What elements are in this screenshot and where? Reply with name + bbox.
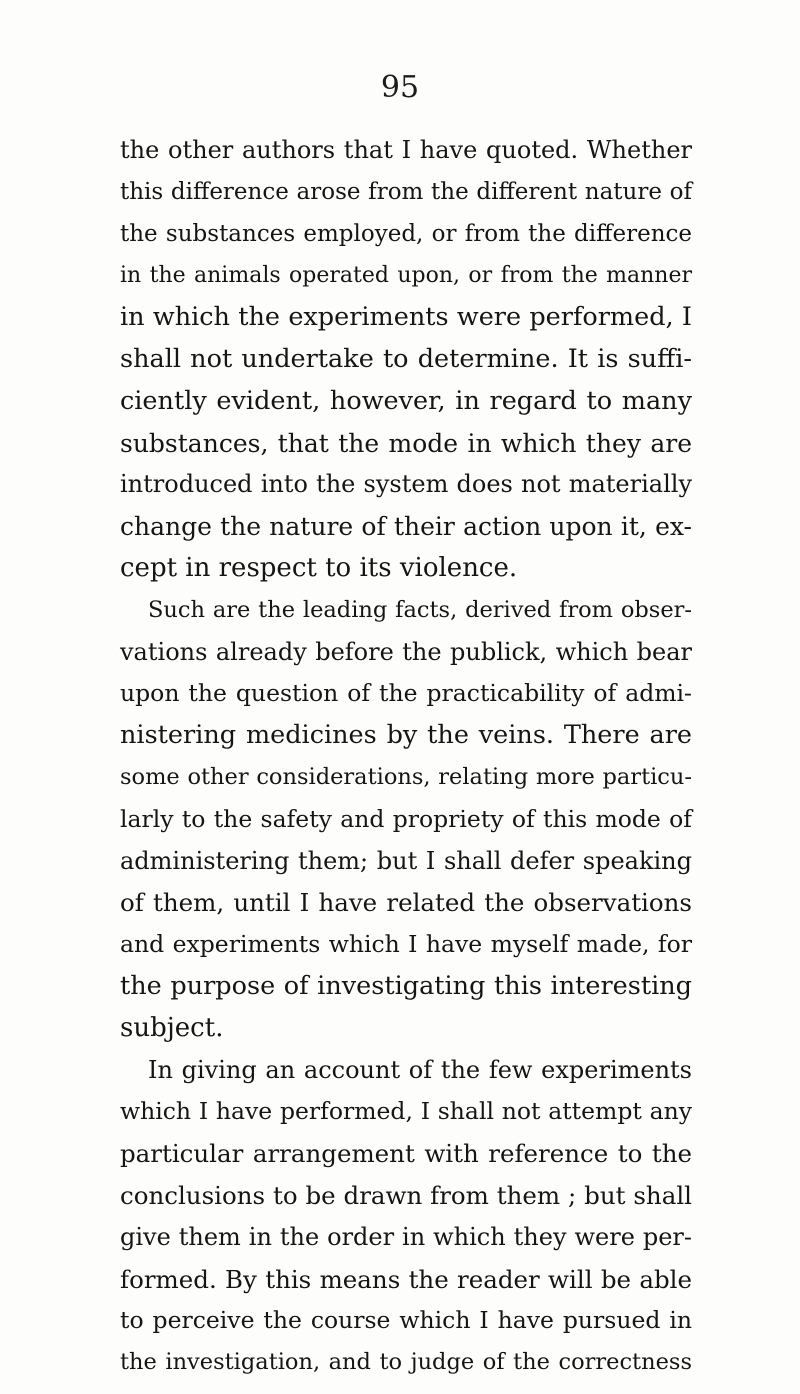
text-line: of them, until I have related the observations [120,888,692,918]
text-line: this difference arose from the different nature of [120,178,692,205]
text-line: particular arrangement with reference to the [120,1139,692,1169]
text-line: In giving an account of the few experiments [148,1055,692,1084]
text-line: vations already before the publick, which bear [120,637,692,666]
body-text [120,130,692,1384]
text-line: in the animals operated upon, or from the manner [120,263,692,289]
text-line: some other considerations, relating more particu- [120,763,692,790]
text-line: cept in respect to its violence. [120,552,518,583]
text-line: upon the question of the practicability of admi- [120,679,692,708]
text-line: introduced into the system does not materially [120,470,692,499]
text-line: the purpose of investigating this interesting [120,970,692,1001]
text-line: the investigation, and to judge of the correctness [120,1349,692,1376]
text-line: change the nature of their action upon it, ex- [120,512,692,542]
text-line: which I have performed, I shall not attempt any [120,1097,692,1126]
text-line: and experiments which I have myself made, for [120,930,692,959]
text-line: substances, that the mode in which they are [120,428,692,458]
text-line: in which the experiments were performed, I [120,302,692,333]
page-number: 95 [380,70,420,105]
text-line: to perceive the course which I have pursued in [120,1306,692,1335]
text-line: give them in the order in which they were per- [120,1222,692,1251]
text-line: the other authors that I have quoted. Whether [120,136,692,164]
text-line: larly to the safety and propriety of this mode of [120,804,692,833]
text-line: administering them; but I shall defer speaking [120,846,692,875]
text-line: Such are the leading facts, derived from obser- [148,596,692,623]
text-line: nistering medicines by the veins. There are [120,720,692,751]
text-line: formed. By this means the reader will be able [120,1264,692,1294]
text-line: shall not undertake to determine. It is suffi- [120,343,692,374]
text-line: the substances employed, or from the difference [120,220,692,247]
text-line: subject. [120,1012,224,1043]
text-line: conclusions to be drawn from them ; but shall [120,1180,692,1210]
text-line: ciently evident, however, in regard to many [120,385,692,416]
